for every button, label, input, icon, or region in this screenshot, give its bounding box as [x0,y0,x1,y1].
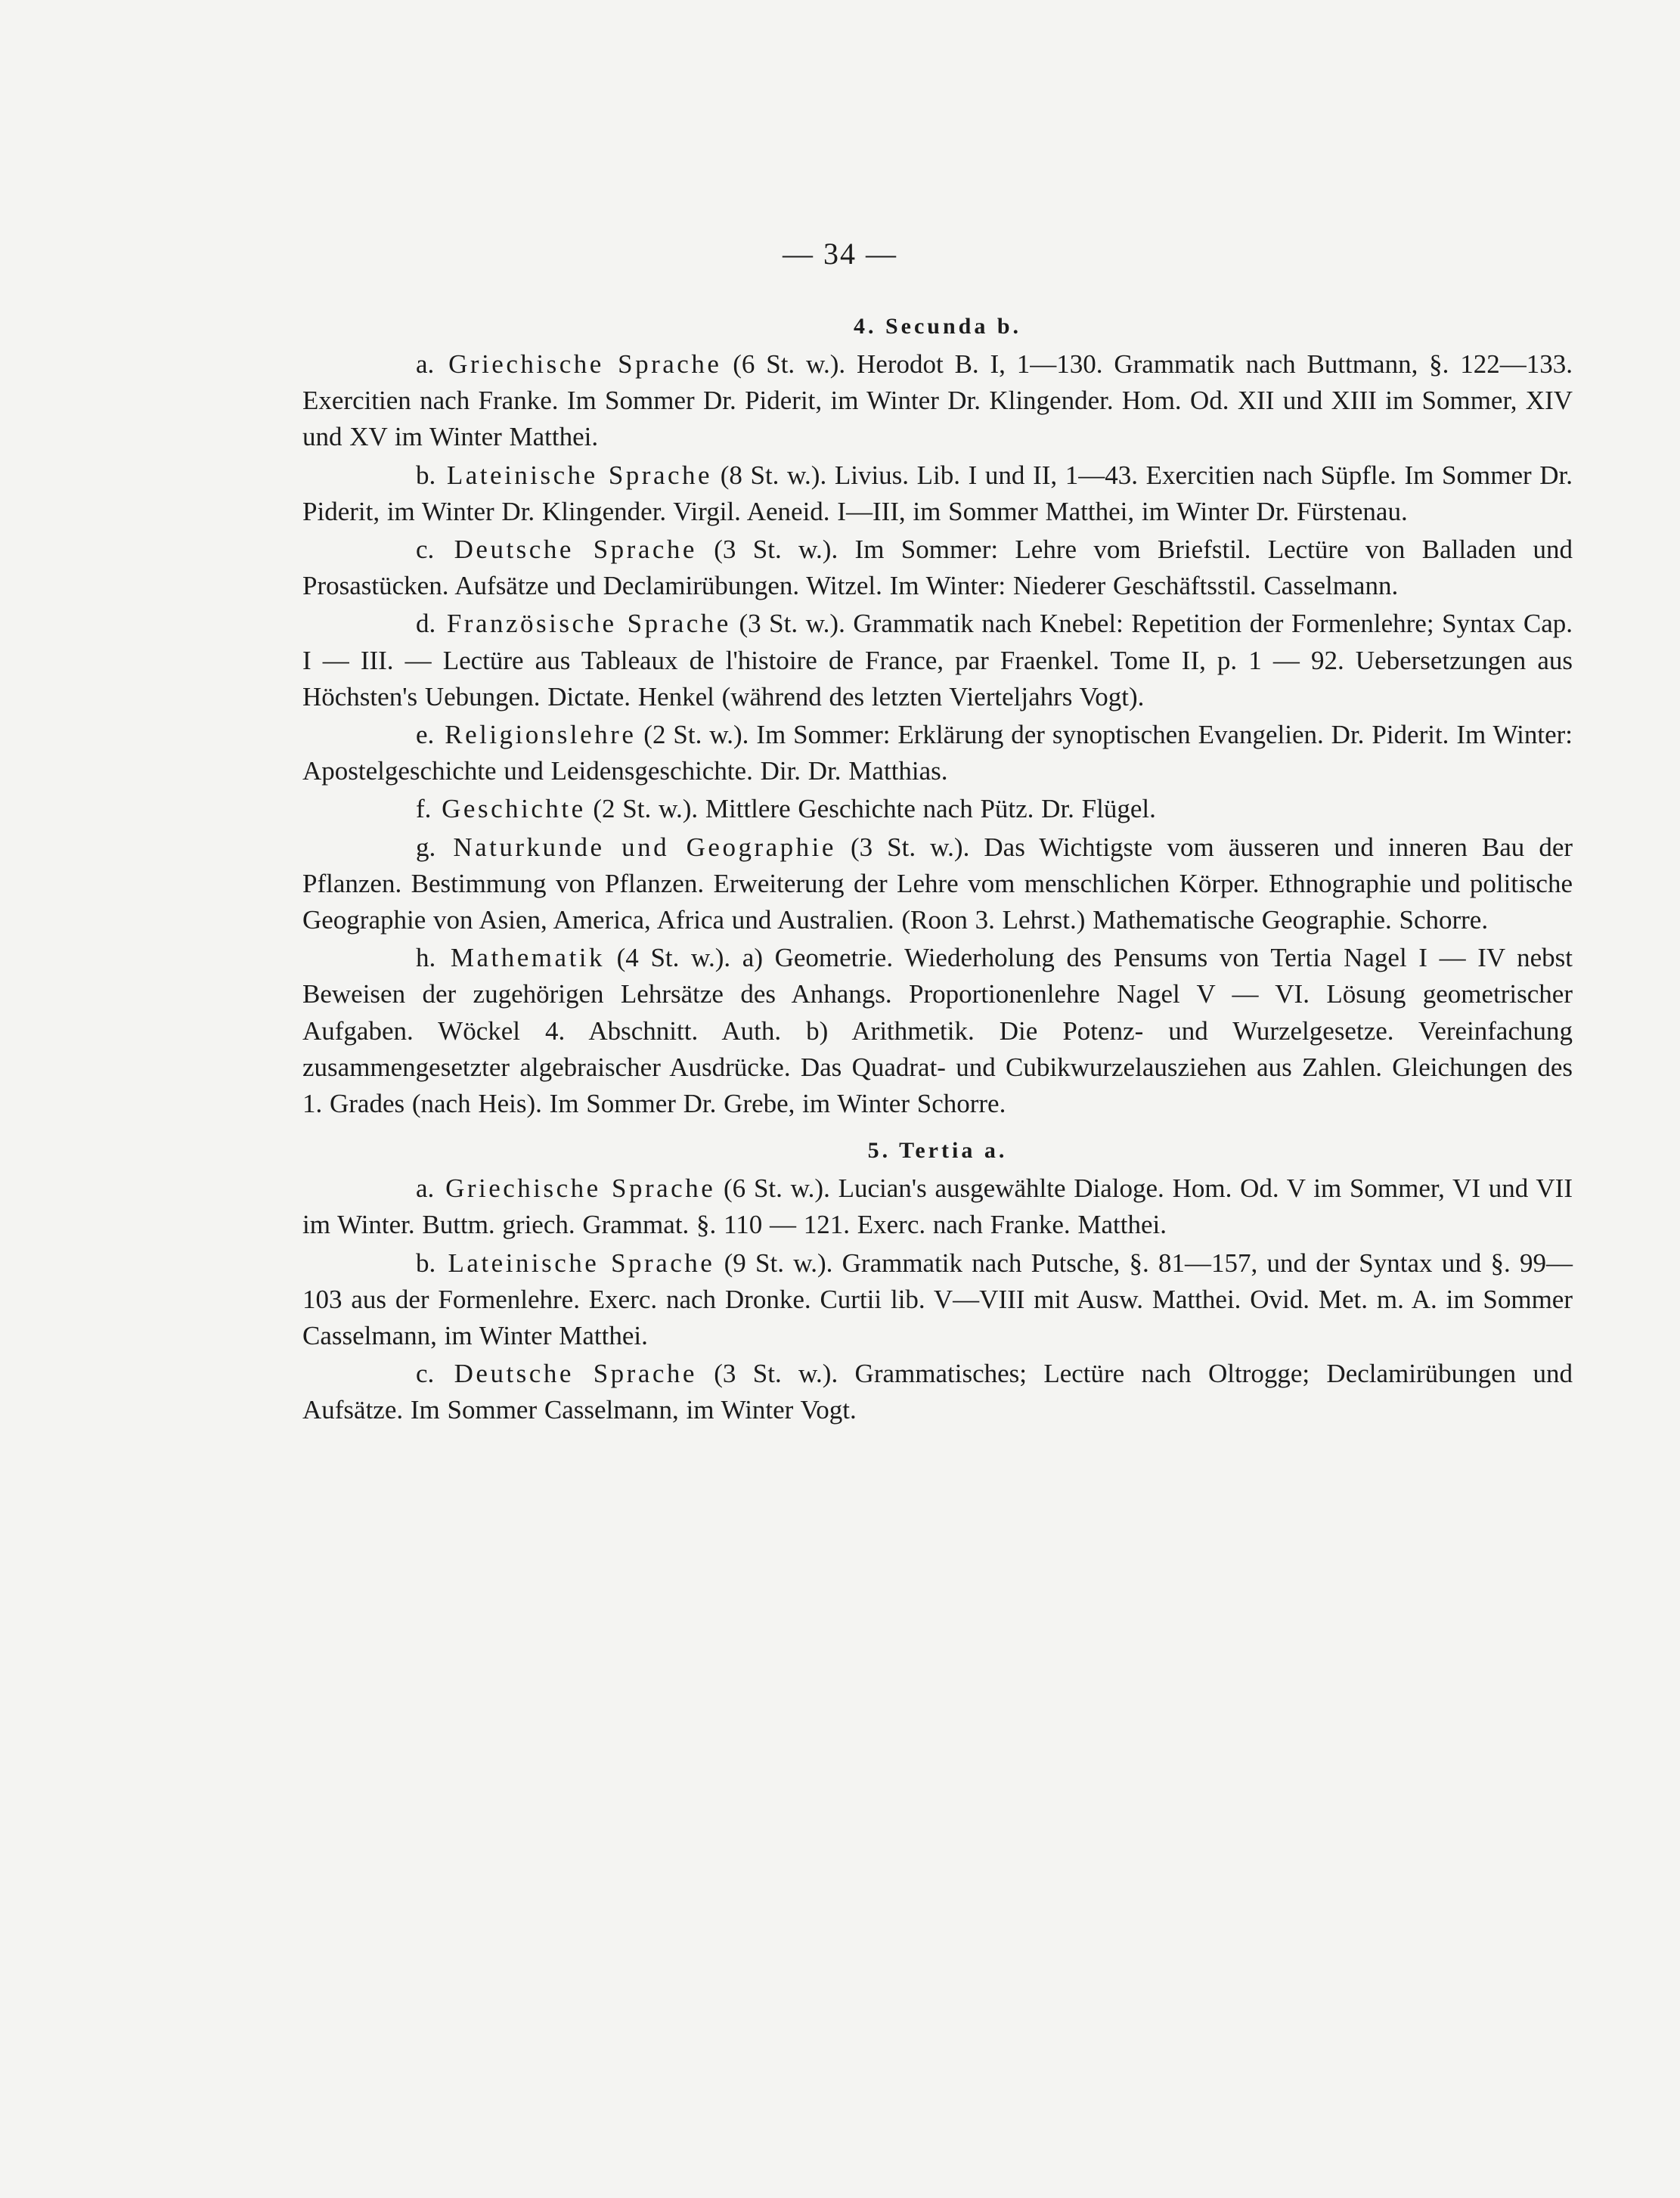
paragraph-geschichte [302,791,1573,827]
paragraph-label: b. [416,1248,436,1278]
subject-title: Lateinische Sprache [448,1248,715,1278]
paragraph-label: b. [416,460,436,490]
paragraph-text: (3 St. w.). Grammatik nach Knebel: Repetition der Formenlehre; Syntax Cap. I — III. — Lectüre aus Tableaux de l'histoire de France, par Fraenkel. Tome II, p. 1 — 92. Uebersetzungen aus Höchsten's Uebungen. Dictate. Henkel (während des letzten Vierteljahrs Vogt). [302,609,1573,711]
subject-title: Naturkunde und Geographie [453,832,836,862]
paragraph-text: (3 St. w.). Das Wichtigste vom äusseren und inneren Bau der Pflanzen. Bestimmung von Pflanzen. Erweiterung der Lehre vom menschlichen Körper. Ethnographie und politische Geographie von Asien, America, Africa und Australien. (Roon 3. Lehrst.) Mathematische Geographie. Schorre. [302,832,1573,935]
paragraph-text: (8 St. w.). Livius. Lib. I und II, 1—43. Exercitien nach Süpfle. Im Sommer Dr. Piderit, im Winter Dr. Klingender. Virgil. Aeneid. I—III, im Sommer Matthei, im Winter Dr. Fürstenau. [302,460,1573,526]
subject-title: Religionslehre [445,720,637,750]
paragraph-franzoesisch [302,606,1573,715]
paragraph-label: g. [416,832,436,862]
paragraph-lateinisch [302,457,1573,530]
subject-title: Deutsche Sprache [454,1359,697,1389]
page-content [302,308,1573,1431]
paragraph-text: (2 St. w.). Im Sommer: Erklärung der synoptischen Evangelien. Dr. Piderit. Im Winter: Apostelgeschichte und Leidensgeschichte. Dir. Dr. Matthias. [302,720,1573,786]
paragraph-lateinisch-tertia [302,1245,1573,1355]
paragraph-label: d. [416,609,436,639]
paragraph-text: (4 St. w.). a) Geometrie. Wiederholung des Pensums von Tertia Nagel I — IV nebst Beweisen der zugehörigen Lehrsätze des Anhangs. Proportionenlehre Nagel V — VI. Lösung geometrischer Aufgaben. Wöckel 4. Abschnitt. Auth. b) Arithmetik. Die Potenz- und Wurzelgesetze. Vereinfachung zusammengesetzter algebraischer Ausdrücke. Das Quadrat- und Cubikwurzelausziehen aus Zahlen. Gleichungen des 1. Grades (nach Heis). Im Sommer Dr. Grebe, im Winter Schorre. [302,943,1573,1119]
paragraph-label: a. [416,1173,435,1204]
subject-title: Mathematik [450,943,606,973]
paragraph-text: (6 St. w.). Lucian's ausgewählte Dialoge. Hom. Od. V im Sommer, VI und VII im Winter. Buttm. griech. Grammat. §. 110 — 121. Exerc. nach Franke. Matthei. [302,1173,1573,1240]
paragraph-label: f. [416,794,432,824]
paragraph-text: (3 St. w.). Grammatisches; Lectüre nach Oltrogge; Declamirübungen und Aufsätze. Im Sommer Casselmann, im Winter Vogt. [302,1359,1573,1425]
paragraph-text: (9 St. w.). Grammatik nach Putsche, §. 81—157, und der Syntax und §. 99—103 aus der Formenlehre. Exerc. nach Dronke. Curtii lib. V—VIII mit Ausw. Matthei. Ovid. Met. m. A. im Sommer Casselmann, im Winter Matthei. [302,1248,1573,1351]
paragraph-deutsch [302,532,1573,604]
subject-title: Französische Sprache [446,609,731,639]
subject-title: Deutsche Sprache [454,535,697,565]
paragraph-label: c. [416,535,435,565]
paragraph-text: (6 St. w.). Herodot B. I, 1—130. Grammatik nach Buttmann, §. 122—133. Exercitien nach Franke. Im Sommer Dr. Piderit, im Winter Dr. Klingender. Hom. Od. XII und XIII im Sommer, XIV und XV im Winter Matthei. [302,349,1573,452]
paragraph-griechisch [302,346,1573,456]
paragraph-label: h. [416,943,436,973]
paragraph-naturkunde [302,829,1573,939]
paragraph-religion [302,717,1573,789]
paragraph-text: (3 St. w.). Im Sommer: Lehre vom Briefstil. Lectüre von Balladen und Prosastücken. Aufsätze und Declamirübungen. Witzel. Im Winter: Niederer Geschäftsstil. Casselmann. [302,535,1573,601]
subject-title: Griechische Sprache [448,349,722,379]
section-heading-tertia-a: 5. Tertia a. [867,1138,1008,1164]
section-heading-secunda-b: 4. Secunda b. [853,314,1022,339]
paragraph-text: (2 St. w.). Mittlere Geschichte nach Pütz. Dr. Flügel. [593,794,1156,824]
page-number: — 34 — [783,237,897,271]
paragraph-label: e. [416,720,435,750]
paragraph-griechisch-tertia [302,1170,1573,1243]
paragraph-label: a. [416,349,435,379]
subject-title: Geschichte [442,794,586,824]
paragraph-mathematik [302,940,1573,1122]
paragraph-label: c. [416,1359,435,1389]
subject-title: Lateinische Sprache [446,460,713,490]
paragraph-deutsch-tertia [302,1356,1573,1428]
subject-title: Griechische Sprache [445,1173,716,1204]
